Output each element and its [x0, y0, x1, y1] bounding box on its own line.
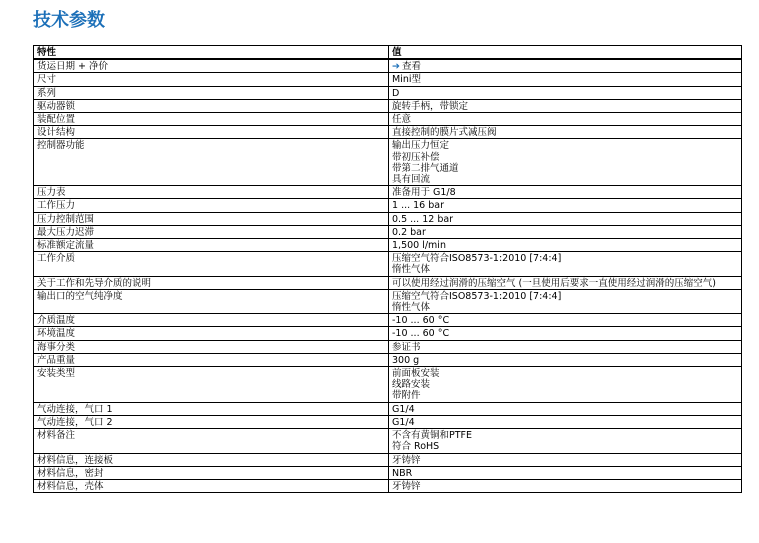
- table-row: [34, 402, 742, 415]
- value-line: 300 g: [392, 354, 420, 366]
- value-cell: [389, 139, 742, 186]
- feature-cell: 材料信息，壳体: [34, 479, 389, 492]
- page-title: 技术参数: [33, 10, 105, 31]
- feature-cell: 控制器功能: [34, 139, 389, 186]
- value-cell: [389, 429, 742, 453]
- value-cell: [389, 479, 742, 492]
- feature-cell: 关于工作和先导介质的说明: [34, 276, 389, 289]
- view-link[interactable]: 查看: [401, 61, 421, 73]
- table-row: [34, 73, 742, 86]
- feature-cell: 工作压力: [34, 199, 389, 212]
- feature-cell: 输出口的空气纯净度: [34, 289, 389, 313]
- feature-cell: 驱动器锁: [34, 99, 389, 112]
- value-line: 压缩空气符合ISO8573-1:2010 [7:4:4]: [392, 290, 562, 302]
- feature-cell: 压力控制范围: [34, 212, 389, 225]
- value-cell: [389, 86, 742, 99]
- feature-cell: 标准额定流量: [34, 239, 389, 252]
- feature-cell: 气动连接，气口 1: [34, 402, 389, 415]
- table-row: [34, 126, 742, 139]
- value-cell: [389, 466, 742, 479]
- value-cell: [389, 327, 742, 340]
- value-line: 旋转手柄，带锁定: [392, 100, 469, 112]
- value-line: 1,500 l/min: [392, 240, 446, 252]
- table-row: [34, 99, 742, 112]
- table-row: [34, 113, 742, 126]
- table-row: [34, 59, 742, 73]
- value-cell: [389, 252, 742, 276]
- value-line: 具有回流: [392, 174, 431, 186]
- table-row: [34, 199, 742, 212]
- value-cell: [389, 225, 742, 238]
- value-cell: [389, 276, 742, 289]
- value-cell: [389, 239, 742, 252]
- table-row: [34, 327, 742, 340]
- feature-cell: 气动连接，气口 2: [34, 415, 389, 428]
- value-cell: [389, 314, 742, 327]
- value-cell: [389, 59, 742, 73]
- value-line: 压缩空气符合ISO8573-1:2010 [7:4:4]: [392, 253, 562, 265]
- value-cell: [389, 367, 742, 403]
- feature-cell: 工作介质: [34, 252, 389, 276]
- feature-cell: 安装类型: [34, 367, 389, 403]
- table-row: [34, 225, 742, 238]
- table-row: [34, 429, 742, 453]
- value-cell: [389, 199, 742, 212]
- table-row: [34, 367, 742, 403]
- value-cell: [389, 113, 742, 126]
- feature-cell: 海事分类: [34, 340, 389, 353]
- value-cell: [389, 353, 742, 366]
- feature-cell: 环境温度: [34, 327, 389, 340]
- value-cell: [389, 99, 742, 112]
- table-row: [34, 289, 742, 313]
- feature-cell: 压力表: [34, 186, 389, 199]
- feature-cell: 系列: [34, 86, 389, 99]
- value-cell: [389, 212, 742, 225]
- table-row: [34, 212, 742, 225]
- value-cell: [389, 453, 742, 466]
- feature-cell: 介质温度: [34, 314, 389, 327]
- table-header-row: [34, 46, 742, 60]
- value-line: 输出压力恒定: [392, 140, 450, 152]
- value-cell: [389, 73, 742, 86]
- value-line: 直接控制的膜片式减压阀: [392, 127, 497, 139]
- table-row: [34, 466, 742, 479]
- feature-cell: 材料信息，密封: [34, 466, 389, 479]
- feature-cell: 尺寸: [34, 73, 389, 86]
- value-line: Mini型: [392, 74, 421, 86]
- table-row: [34, 252, 742, 276]
- arrow-right-icon: ➔: [392, 61, 400, 73]
- table-row: [34, 340, 742, 353]
- header-feature: 特性: [34, 46, 389, 60]
- value-cell: [389, 289, 742, 313]
- value-line: 牙铸锌: [392, 480, 421, 492]
- value-line: 牙铸锌: [392, 454, 421, 466]
- value-line: 任意: [392, 114, 412, 126]
- table-row: [34, 276, 742, 289]
- value-line: 带初压补偿: [392, 151, 440, 163]
- feature-cell: 材料备注: [34, 429, 389, 453]
- value-line: 1 ... 16 bar: [392, 200, 445, 212]
- value-cell: [389, 415, 742, 428]
- value-line: G1/4: [392, 416, 415, 428]
- feature-cell: 最大压力迟滞: [34, 225, 389, 238]
- value-line: 线路安装: [392, 379, 431, 391]
- value-line: D: [392, 87, 400, 99]
- value-cell: [389, 126, 742, 139]
- table-row: [34, 353, 742, 366]
- value-line: -10 ... 60 °C: [392, 328, 450, 340]
- value-line: 准备用于 G1/8: [392, 187, 456, 199]
- value-line[interactable]: [392, 61, 738, 72]
- table-row: [34, 453, 742, 466]
- value-line: -10 ... 60 °C: [392, 315, 450, 327]
- value-line: 不含有黄铜和PTFE: [392, 430, 472, 442]
- value-line: 符合 RoHS: [392, 441, 440, 453]
- value-line: G1/4: [392, 403, 415, 415]
- table-row: [34, 86, 742, 99]
- value-line: 带第二排气通道: [392, 162, 459, 174]
- header-value: 值: [389, 46, 742, 60]
- value-line: 参证书: [392, 341, 421, 353]
- value-line: NBR: [392, 467, 413, 479]
- table-row: [34, 139, 742, 186]
- feature-cell: 产品重量: [34, 353, 389, 366]
- value-line: 0.5 ... 12 bar: [392, 213, 454, 225]
- value-line: 0.2 bar: [392, 226, 426, 238]
- value-line: 带附件: [392, 390, 421, 402]
- value-line: 前面板安装: [392, 368, 440, 380]
- table-row: [34, 186, 742, 199]
- table-row: [34, 239, 742, 252]
- value-cell: [389, 186, 742, 199]
- table-row: [34, 314, 742, 327]
- feature-cell: 设计结构: [34, 126, 389, 139]
- spec-table: [33, 45, 742, 493]
- value-line: 惰性气体: [392, 302, 431, 314]
- table-row: [34, 479, 742, 492]
- value-line: 惰性气体: [392, 264, 431, 276]
- feature-cell: 装配位置: [34, 113, 389, 126]
- feature-cell: 材料信息，连接板: [34, 453, 389, 466]
- value-line: 可以使用经过润滑的压缩空气 (一旦使用后要求一直使用经过润滑的压缩空气): [392, 277, 716, 289]
- table-row: [34, 415, 742, 428]
- value-cell: [389, 340, 742, 353]
- value-cell: [389, 402, 742, 415]
- feature-cell: 货运日期 + 净价: [34, 59, 389, 73]
